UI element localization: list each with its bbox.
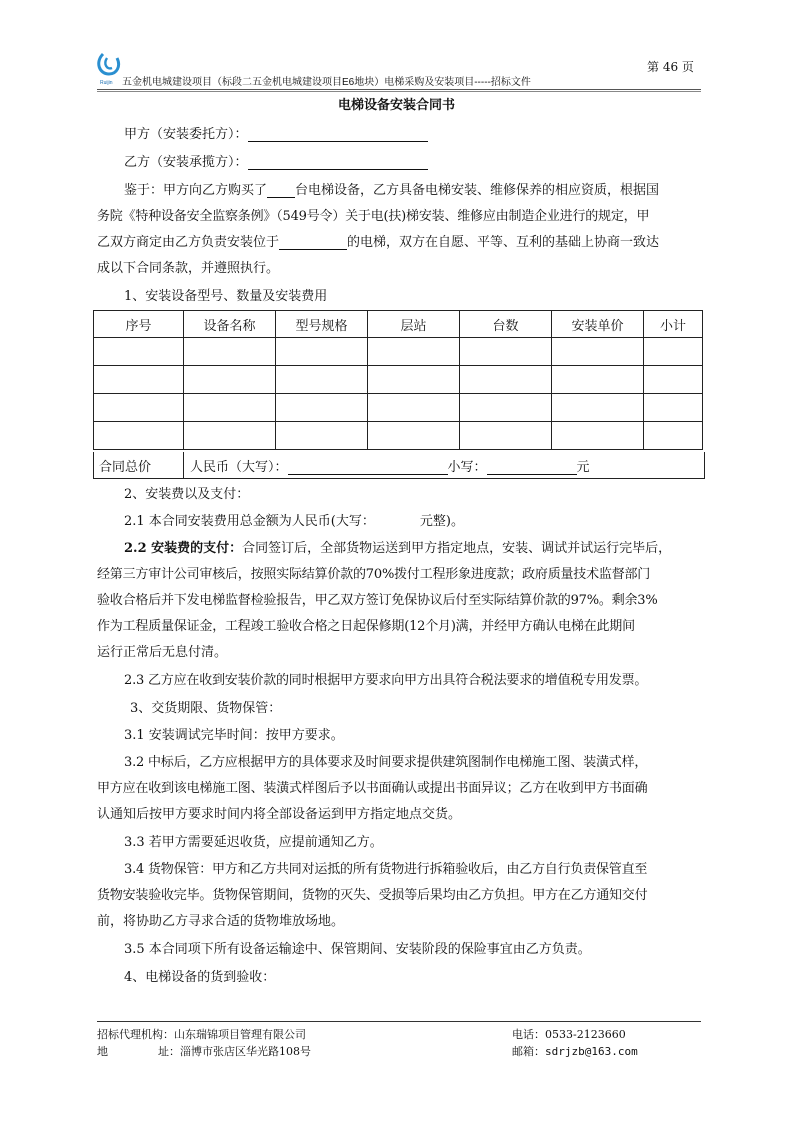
col-header: 台数 — [460, 311, 552, 338]
header-divider — [97, 89, 701, 90]
footer-phone-label: 电话： — [512, 1028, 545, 1041]
preamble-line-3 — [97, 231, 659, 250]
col-header: 层站 — [368, 311, 460, 338]
footer-address-value: 淄博市张店区华光路108号 — [180, 1045, 311, 1058]
para-3-1: 3.1 安装调试完毕时间：按甲方要求。 — [124, 728, 344, 743]
rmb-blank — [288, 460, 448, 475]
footer-divider — [97, 1021, 701, 1022]
footer-email-label: 邮箱： — [512, 1045, 545, 1058]
para-3-5: 3.5 本合同项下所有设备运输途中、保管期间、安装阶段的保险事宜由乙方负责。 — [124, 942, 591, 957]
footer-email — [512, 1043, 638, 1059]
total-divider — [183, 452, 184, 478]
para-3-4-line-3: 前，将协助乙方寻求合适的货物堆放场地。 — [97, 914, 345, 929]
small-label: 小写： — [447, 460, 487, 475]
location-blank — [279, 235, 347, 250]
footer-agent-name: 山东瑞锦项目管理有限公司 — [174, 1028, 306, 1041]
header-divider-thin — [97, 91, 701, 92]
equipment-table — [93, 310, 703, 450]
yuan-label: 元 — [576, 460, 590, 475]
small-blank — [487, 460, 577, 475]
para-3-2-line-3: 认通知后按甲方要求时间内将全部设备运到甲方指定地点交货。 — [97, 807, 462, 822]
para-3-4-line-2: 货物安装验收完毕。货物保管期间，货物的灭失、受损等后果均由乙方负担。甲方在乙方通知交付 — [97, 888, 648, 903]
footer-address — [97, 1043, 311, 1059]
preamble-text: 台电梯设备，乙方具备电梯安装、维修保养的相应资质，根据国 — [295, 183, 660, 198]
table-total-row — [93, 452, 705, 479]
document-title: 电梯设备安装合同书 — [337, 97, 455, 112]
para-3-4-line-1: 3.4 货物保管：甲方和乙方共同对运抵的所有货物进行拆箱验收后，由乙方自行负责保管直至 — [124, 862, 648, 877]
header-title: 五金机电城建设项目（标段二五金机电城建设项目E6地块）电梯采购及安装项目-----招标文件 — [122, 77, 531, 88]
total-label: 合同总价 — [99, 460, 152, 475]
para-2-2-line-3: 验收合格后并下发电梯监督检验报告，甲乙双方签订免保协议后付至实际结算价款的97%。剩余3% — [97, 593, 658, 608]
party-a-blank — [248, 127, 428, 142]
para-2-1 — [124, 510, 464, 529]
preamble-text: 乙双方商定由乙方负责安装位于 — [97, 235, 280, 250]
table-row — [94, 338, 703, 366]
footer-address-label: 址： — [158, 1045, 180, 1058]
para-text: 2.1 本合同安装费用总金额为人民币(大写： — [124, 514, 375, 529]
para-3-2-line-1: 3.2 中标后，乙方应根据甲方的具体要求及时间要求提供建筑图制作电梯施工图、装潢式样， — [124, 755, 648, 770]
preamble-line-2: 务院《特种设备安全监察条例》（549号令）关于电(扶)梯安装、维修应由制造企业进行的规定，甲 — [97, 209, 650, 224]
para-text: 元整)。 — [419, 514, 464, 529]
footer-agent — [97, 1026, 306, 1042]
footer-email-value[interactable]: sdrjzb@163.com — [545, 1045, 638, 1058]
quantity-blank — [267, 183, 295, 198]
para-3-2-line-2: 甲方应在收到该电梯施工图、装潢式样图后予以书面确认或提出书面异议；乙方在收到甲方书面确 — [97, 781, 648, 796]
section-4-heading: 4、电梯设备的货到验收： — [124, 970, 276, 985]
para-2-2-line-2: 经第三方审计公司审核后，按照实际结算价款的70%拨付工程形象进度款；政府质量技术监督部门 — [97, 567, 651, 582]
party-a-label: 甲方（安装委托方）： — [124, 127, 248, 142]
col-header: 安装单价 — [552, 311, 644, 338]
footer-phone-value: 0533-2123660 — [545, 1028, 626, 1041]
preamble-line-4: 成以下合同条款，并遵照执行。 — [97, 261, 280, 276]
page-number: 第 46 页 — [647, 60, 694, 74]
col-header: 型号规格 — [276, 311, 368, 338]
table-row — [94, 422, 703, 450]
para-2-2-line-4: 作为工程质量保证金，工程竣工验收合格之日起保修期(12个月)满，并经甲方确认电梯在此期间 — [97, 619, 635, 634]
footer-address-label: 地 — [97, 1045, 108, 1058]
col-header: 序号 — [94, 311, 184, 338]
para-2-2-line-1 — [124, 537, 671, 556]
logo-text: Ruijin — [100, 80, 113, 86]
col-header: 小计 — [644, 311, 703, 338]
party-b-blank — [248, 155, 428, 170]
party-b-line — [124, 151, 428, 170]
para-text: 合同签订后，全部货物运送到甲方指定地点，安装、调试并试运行完毕后， — [242, 541, 672, 556]
company-logo-icon — [97, 50, 123, 84]
table-row — [94, 394, 703, 422]
table-header-row — [94, 311, 703, 338]
preamble-text: 的电梯，双方在自愿、平等、互利的基础上协商一致达 — [347, 235, 660, 250]
para-bold-heading: 2.2 安装费的支付： — [124, 541, 243, 556]
col-header: 设备名称 — [184, 311, 276, 338]
para-3-3: 3.3 若甲方需要延迟收货，应提前通知乙方。 — [124, 835, 383, 850]
preamble-line-1 — [124, 179, 659, 198]
party-b-label: 乙方（安装承揽方）： — [124, 155, 248, 170]
section-3-heading: 3、交货期限、货物保管： — [130, 701, 282, 716]
footer-phone — [512, 1026, 626, 1042]
preamble-text: 鉴于：甲方向乙方购买了 — [124, 183, 268, 198]
footer-agent-label: 招标代理机构： — [97, 1028, 174, 1041]
rmb-label: 人民币（大写）： — [190, 460, 288, 475]
section-2-heading: 2、安装费以及支付： — [124, 487, 250, 502]
party-a-line — [124, 123, 428, 142]
section-1-heading: 1、安装设备型号、数量及安装费用 — [124, 289, 328, 304]
table-row — [94, 366, 703, 394]
para-2-3: 2.3 乙方应在收到安装价款的同时根据甲方要求向甲方出具符合税法要求的增值税专用发票。 — [124, 673, 648, 688]
total-amount-line — [190, 456, 590, 475]
para-2-2-line-5: 运行正常后无息付清。 — [97, 645, 228, 660]
